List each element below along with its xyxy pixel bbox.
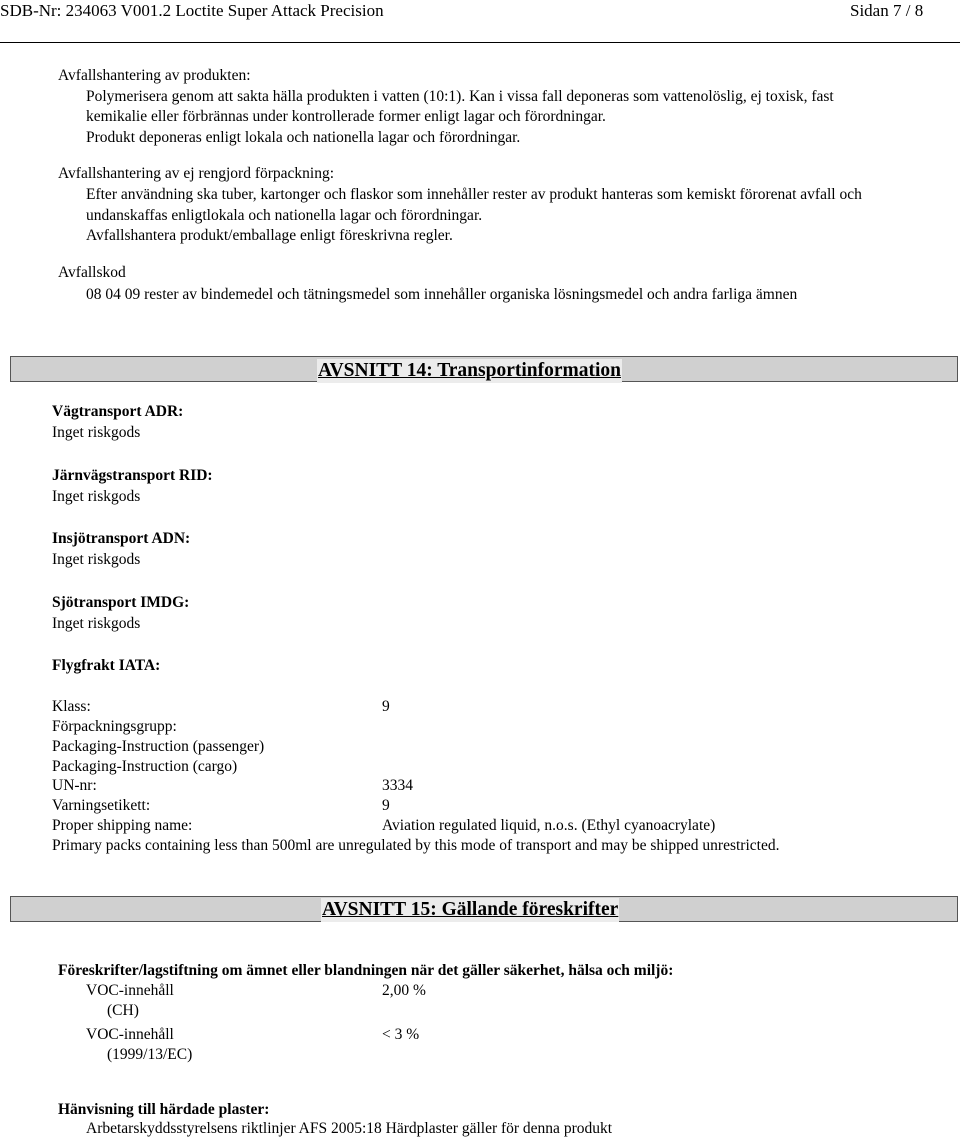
- cured-plastics-line: Arbetarskyddsstyrelsens riktlinjer AFS 2005:18 Härdplaster gäller för denna produkt: [86, 1120, 613, 1137]
- iata-note: Primary packs containing less than 500ml are unregulated by this mode of transport and may be shipped unrestricted.: [52, 837, 780, 854]
- voc-eu-value: < 3 %: [382, 1026, 420, 1043]
- sea-transport-value: Inget riskgods: [52, 615, 141, 632]
- waste-code-line: 08 04 09 rester av bindemedel och tätningsmedel som innehåller organiska lösningsmedel och andra farliga ämnen: [86, 286, 798, 303]
- iata-pi-cargo-label: Packaging-Instruction (cargo): [52, 758, 238, 775]
- iata-warning-label-label: Varningsetikett:: [52, 797, 151, 814]
- cured-plastics-heading: Hänvisning till härdade plaster:: [58, 1101, 270, 1118]
- road-transport-value: Inget riskgods: [52, 424, 141, 441]
- product-disposal-heading: Avfallshantering av produkten:: [58, 67, 251, 84]
- packaging-disposal-line: undanskaffas enligtlokala och nationella lagar och förordningar.: [86, 207, 483, 224]
- section-15-title: AVSNITT 15: Gällande föreskrifter: [322, 899, 619, 920]
- header-divider: [0, 42, 960, 43]
- voc-ch-sub: (CH): [107, 1002, 139, 1019]
- voc-eu-label: VOC-innehåll: [86, 1026, 174, 1043]
- packaging-disposal-heading: Avfallshantering av ej rengjord förpackning:: [58, 165, 335, 182]
- road-transport-label: Vägtransport ADR:: [52, 403, 184, 420]
- iata-packing-group-label: Förpackningsgrupp:: [52, 718, 177, 735]
- iata-class-value: 9: [382, 698, 390, 715]
- iata-shipping-name-label: Proper shipping name:: [52, 817, 193, 834]
- iata-class-label: Klass:: [52, 698, 91, 715]
- iata-warning-label-value: 9: [382, 797, 390, 814]
- product-disposal-line: Produkt deponeras enligt lokala och nationella lagar och förordningar.: [86, 129, 521, 146]
- document-header-title: SDB-Nr: 234063 V001.2 Loctite Super Attack Precision: [0, 1, 384, 20]
- product-disposal-line: kemikalie eller förbrännas under kontrollerade former enligt lagar och förordningar.: [86, 108, 606, 125]
- rail-transport-value: Inget riskgods: [52, 488, 141, 505]
- inland-water-transport-label: Insjötransport ADN:: [52, 530, 191, 547]
- packaging-disposal-line: Avfallshantera produkt/emballage enligt föreskrivna regler.: [86, 227, 453, 244]
- section-14-title: AVSNITT 14: Transportinformation: [318, 360, 622, 381]
- waste-code-heading: Avfallskod: [58, 264, 126, 281]
- iata-shipping-name-value: Aviation regulated liquid, n.o.s. (Ethyl cyanoacrylate): [382, 817, 716, 834]
- voc-ch-value: 2,00 %: [382, 982, 426, 999]
- voc-ch-label: VOC-innehåll: [86, 982, 174, 999]
- iata-un-number-value: 3334: [382, 777, 413, 794]
- air-transport-heading: Flygfrakt IATA:: [52, 657, 161, 674]
- iata-pi-passenger-label: Packaging-Instruction (passenger): [52, 738, 265, 755]
- packaging-disposal-line: Efter användning ska tuber, kartonger och flaskor som innehåller rester av produkt hanteras som kemiskt förorenat avfall och: [86, 186, 862, 203]
- regulations-heading: Föreskrifter/lagstiftning om ämnet eller blandningen när det gäller säkerhet, hälsa och miljö:: [58, 962, 674, 979]
- sea-transport-label: Sjötransport IMDG:: [52, 594, 190, 611]
- voc-eu-sub: (1999/13/EC): [107, 1046, 193, 1063]
- rail-transport-label: Järnvägstransport RID:: [52, 467, 213, 484]
- product-disposal-line: Polymerisera genom att sakta hälla produkten i vatten (10:1). Kan i vissa fall deponeras som vattenolöslig, ej toxisk, fast: [86, 88, 834, 105]
- inland-water-transport-value: Inget riskgods: [52, 551, 141, 568]
- iata-un-number-label: UN-nr:: [52, 777, 97, 794]
- page-number: Sidan 7 / 8: [850, 1, 924, 20]
